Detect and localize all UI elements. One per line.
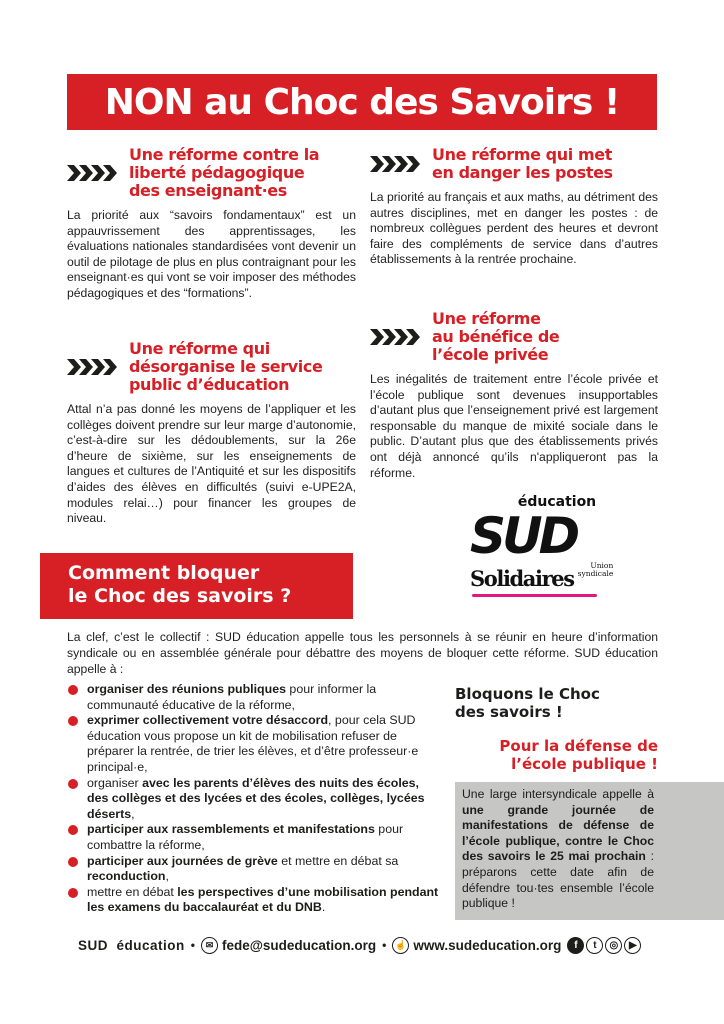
bullet-dot-icon <box>68 888 78 898</box>
item-text-bold: participer aux journées de grève <box>87 853 278 868</box>
action-item <box>67 776 439 823</box>
sud-education-solidaires-logo <box>462 494 622 618</box>
item-text: pour informer la communauté éducative de la réforme, <box>87 682 377 712</box>
item-text-bold: participer aux rassemblements et manifestations <box>87 822 375 837</box>
slogan-bloquons <box>455 685 600 721</box>
box-text: Une large intersyndicale appelle à <box>462 787 654 801</box>
section-title-line: en danger les postes <box>432 163 613 182</box>
item-text: , <box>131 806 135 821</box>
logo-sud-word: SUD <box>470 507 577 565</box>
slogan-line: des savoirs ! <box>455 703 563 721</box>
page-title: NON au Choc des Savoirs ! <box>67 74 657 130</box>
item-text: . <box>321 900 326 915</box>
section-title-line: Une réforme <box>432 309 541 328</box>
section-title-line: l’école privée <box>432 345 549 364</box>
section-title-line: des enseignant·es <box>129 181 287 200</box>
bullet-dot-icon <box>68 857 78 867</box>
instagram-icon[interactable]: ◎ <box>605 937 622 954</box>
section-liberte-pedagogique <box>67 146 356 302</box>
bullet-dot-icon <box>68 825 78 835</box>
section-title-line: public d’éducation <box>129 375 290 394</box>
logo-underline <box>472 594 597 597</box>
section-header <box>67 340 356 394</box>
action-item <box>67 885 439 916</box>
section-body: Attal n’a pas donné les moyens de l’appliquer et les collèges doivent prendre sur leur marge d’autonomie, c’est-à-dire sur les dédoublements, sur la 26e d’heure de sixième, sur les enseignements de langues et cultures de l’Antiquité et sur les dispositifs d’aides des élèves en difficultés (suivi e-UPE2A, modules relai…) pour financer les groupes de niveau. <box>67 402 356 526</box>
section-title <box>129 340 322 394</box>
item-text-bold: avec les parents d’élèves des nuits des écoles, des collèges et des lycées et des écoles, collèges, lycées déserts <box>87 775 425 821</box>
action-item <box>67 822 439 853</box>
slogan-line: l’école publique ! <box>511 755 658 773</box>
section-service-public <box>67 340 356 527</box>
section-title-line: Une réforme qui met <box>432 145 612 164</box>
action-list <box>67 682 439 916</box>
slogan-line: Pour la défense de <box>499 737 658 755</box>
logo-solidaires-word: Solidaires <box>470 566 574 591</box>
box-text-bold: une grande journée de manifestations de défense de l’école publique, contre le Choc des savoirs le 25 mai prochain <box>462 802 654 864</box>
pointer-hand-icon: ☝ <box>392 937 409 954</box>
facebook-icon[interactable]: f <box>567 937 584 954</box>
logo-union-line: Union <box>590 561 614 570</box>
footer <box>78 934 658 956</box>
section-title-line: Une réforme contre la <box>129 145 320 164</box>
section-title <box>432 146 613 182</box>
chevrons-right-icon <box>370 327 422 347</box>
slogan-line: Bloquons le Choc <box>455 685 600 703</box>
section-body: La priorité au français et aux maths, au détriment des autres disciplines, met en danger les postes : de nombreux collègues perdent des heures et devront faire des compléments de service dans d’autres établissements à la rentrée prochaine. <box>370 190 658 267</box>
cta-title-line: le Choc des savoirs ? <box>68 585 292 607</box>
item-text: organiser <box>87 775 143 790</box>
slogan-defense-ecole <box>499 737 658 773</box>
section-body: Les inégalités de traitement entre l’école privée et l’école publique sont devenues insupportables d’autant plus que l’enseignement privé est largement responsable du manque de mixité sociale dans le public. D’autant plus que des établissements privés ont déjà annoncé qu’ils n'appliqueront pas la réforme. <box>370 372 658 480</box>
logo-syndicale-line: syndicale <box>577 569 614 578</box>
envelope-icon: ✉ <box>201 937 218 954</box>
section-title-line: désorganise le service <box>129 357 323 376</box>
logo-union-syndicale <box>578 562 614 578</box>
footer-website-link[interactable]: www.sudeducation.org <box>413 937 562 953</box>
section-title-line: au bénéfice de <box>432 327 560 346</box>
section-header <box>370 146 658 182</box>
section-title-line: liberté pédagogique <box>129 163 305 182</box>
twitter-icon[interactable]: t <box>586 937 603 954</box>
box-text: : préparons cette date afin de défendre tou·tes ensemble l’école publique ! <box>462 849 654 911</box>
item-text-bold: reconduction <box>87 869 166 884</box>
action-item <box>67 713 439 775</box>
section-title <box>129 146 319 200</box>
intersyndicale-box <box>455 782 724 920</box>
item-text-bold: exprimer collectivement votre désaccord <box>87 713 329 728</box>
bullet-dot-icon <box>68 716 78 726</box>
cta-title-line: Comment bloquer <box>68 562 260 584</box>
section-title <box>432 310 559 364</box>
section-title-line: Une réforme qui <box>129 339 270 358</box>
section-ecole-privee <box>370 310 658 481</box>
footer-org: SUD éducation <box>78 937 185 953</box>
chevrons-right-icon <box>370 154 422 174</box>
bullet-dot-icon <box>68 779 78 789</box>
social-icons <box>567 937 641 954</box>
item-text: pour combattre la réforme, <box>87 822 404 852</box>
footer-separator: • <box>190 938 195 952</box>
action-item <box>67 854 439 885</box>
cta-intro: La clef, c’est le collectif : SUD éducation appelle tous les personnels à se réunir en heure d’information syndicale ou en assemblée générale pour débattre des moyens de bloquer cette réforme. SUD éducation appelle à : <box>67 630 658 676</box>
item-text: et mettre en débat sa <box>277 853 399 868</box>
logo-education-word: éducation <box>517 494 597 510</box>
item-text: mettre en débat <box>87 884 178 899</box>
section-body: La priorité aux “savoirs fondamentaux” est un appauvrissement des apprentissages, les évaluations nationales standardisées vont devenir un outil de pilotage de plus en plus contraignant pour les enseignant·es qui vont se voir imposer des méthodes pédagogiques et des “formations”. <box>67 208 356 300</box>
item-text-bold: organiser des réunions publiques <box>87 682 286 696</box>
section-header <box>370 310 658 364</box>
section-header <box>67 146 356 200</box>
bullet-dot-icon <box>68 685 78 695</box>
chevrons-right-icon <box>67 163 119 183</box>
footer-email-link[interactable]: fede@sudeducation.org <box>221 937 377 953</box>
footer-separator: • <box>382 938 387 952</box>
item-text: , <box>165 869 169 884</box>
chevrons-right-icon <box>67 357 119 377</box>
action-item <box>67 682 439 713</box>
item-text: , pour cela SUD éducation vous propose un kit de mobilisation refuser de préparer la rentrée, de trier les élèves, et d’être professeur·e principal·e, <box>87 713 419 774</box>
youtube-icon[interactable]: ▶ <box>624 937 641 954</box>
cta-banner <box>40 553 353 619</box>
item-text-bold: les perspectives d’une mobilisation pendant les examens du baccalauréat et du DNB <box>87 884 439 915</box>
logo-solidaires-row <box>470 562 613 592</box>
section-danger-postes <box>370 146 658 268</box>
